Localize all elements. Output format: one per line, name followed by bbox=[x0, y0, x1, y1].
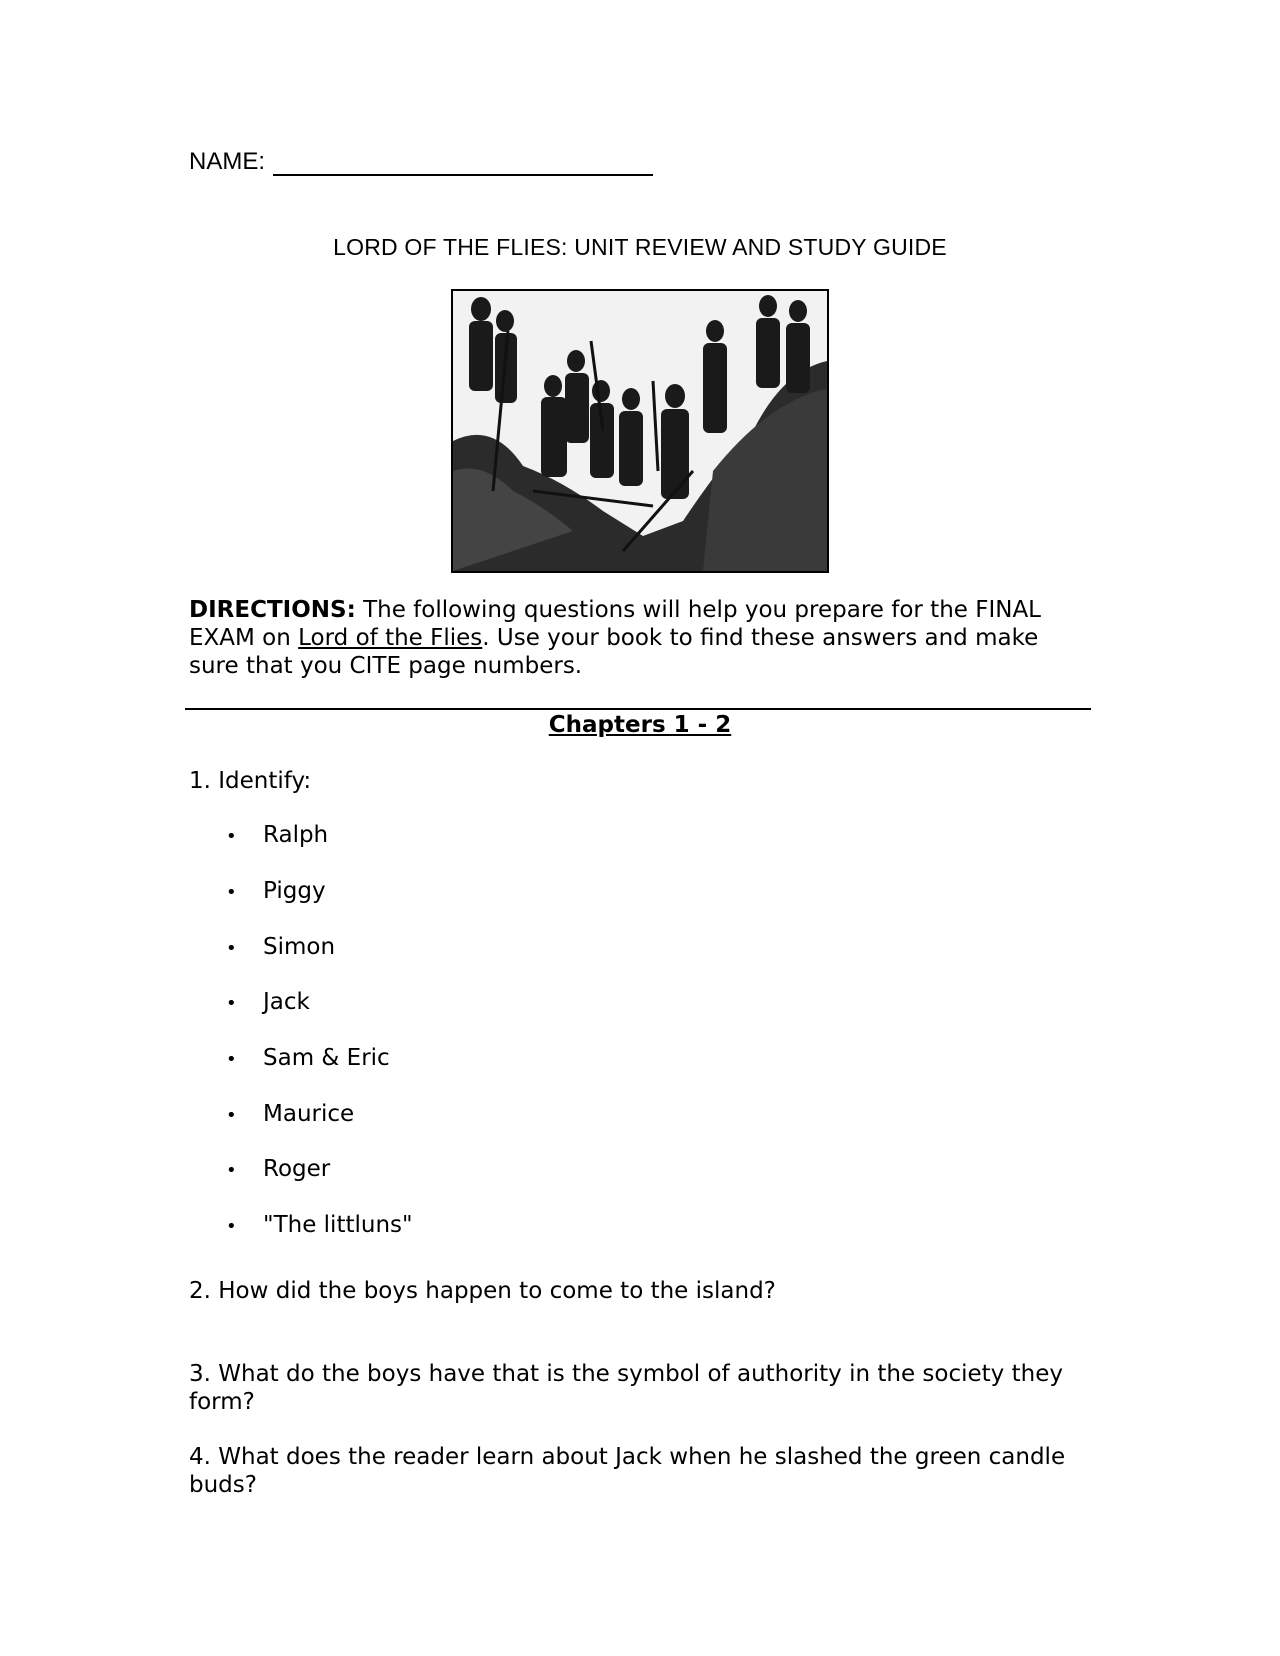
name-blank-line[interactable] bbox=[273, 150, 653, 176]
book-title: Lord of the Flies bbox=[298, 625, 483, 651]
bullet-icon: • bbox=[226, 1216, 237, 1237]
question-1: 1. Identify: bbox=[189, 768, 312, 794]
list-item: Piggy bbox=[263, 878, 326, 904]
list-item: Jack bbox=[263, 989, 310, 1015]
list-item: Sam & Eric bbox=[263, 1045, 390, 1071]
list-item: Maurice bbox=[263, 1101, 355, 1127]
list-item: Roger bbox=[263, 1156, 331, 1182]
name-field-row bbox=[189, 148, 653, 176]
list-item: "The littluns" bbox=[263, 1212, 413, 1238]
movie-still-photo bbox=[451, 289, 829, 573]
section-heading bbox=[0, 712, 1280, 738]
bullet-icon: • bbox=[226, 1160, 237, 1181]
section-heading-text: Chapters 1 - 2 bbox=[548, 712, 732, 738]
bullet-icon: • bbox=[226, 993, 237, 1014]
name-label: NAME: bbox=[189, 148, 266, 175]
list-item: Ralph bbox=[263, 822, 329, 848]
directions-text-before: The following questions will help you prepare for the FINAL EXAM on bbox=[189, 597, 1041, 651]
bullet-icon: • bbox=[226, 882, 237, 903]
directions-label: DIRECTIONS: bbox=[189, 597, 356, 623]
bullet-icon: • bbox=[226, 1105, 237, 1126]
bullet-icon: • bbox=[226, 938, 237, 959]
boys-on-rocks-illustration bbox=[453, 291, 827, 571]
question-3: 3. What do the boys have that is the symbol of authority in the society they form? bbox=[189, 1361, 1063, 1415]
directions-paragraph bbox=[189, 596, 1089, 680]
page-title: LORD OF THE FLIES: UNIT REVIEW AND STUDY GUIDE bbox=[333, 234, 947, 260]
question-2: 2. How did the boys happen to come to the island? bbox=[189, 1278, 776, 1304]
section-divider bbox=[185, 708, 1091, 710]
bullet-icon: • bbox=[226, 1049, 237, 1070]
list-item: Simon bbox=[263, 934, 336, 960]
directions-text-after: . Use your book to find these answers and make sure that you CITE page numbers. bbox=[189, 625, 1039, 679]
bullet-icon: • bbox=[226, 826, 237, 847]
question-4: 4. What does the reader learn about Jack when he slashed the green candle buds? bbox=[189, 1444, 1066, 1498]
